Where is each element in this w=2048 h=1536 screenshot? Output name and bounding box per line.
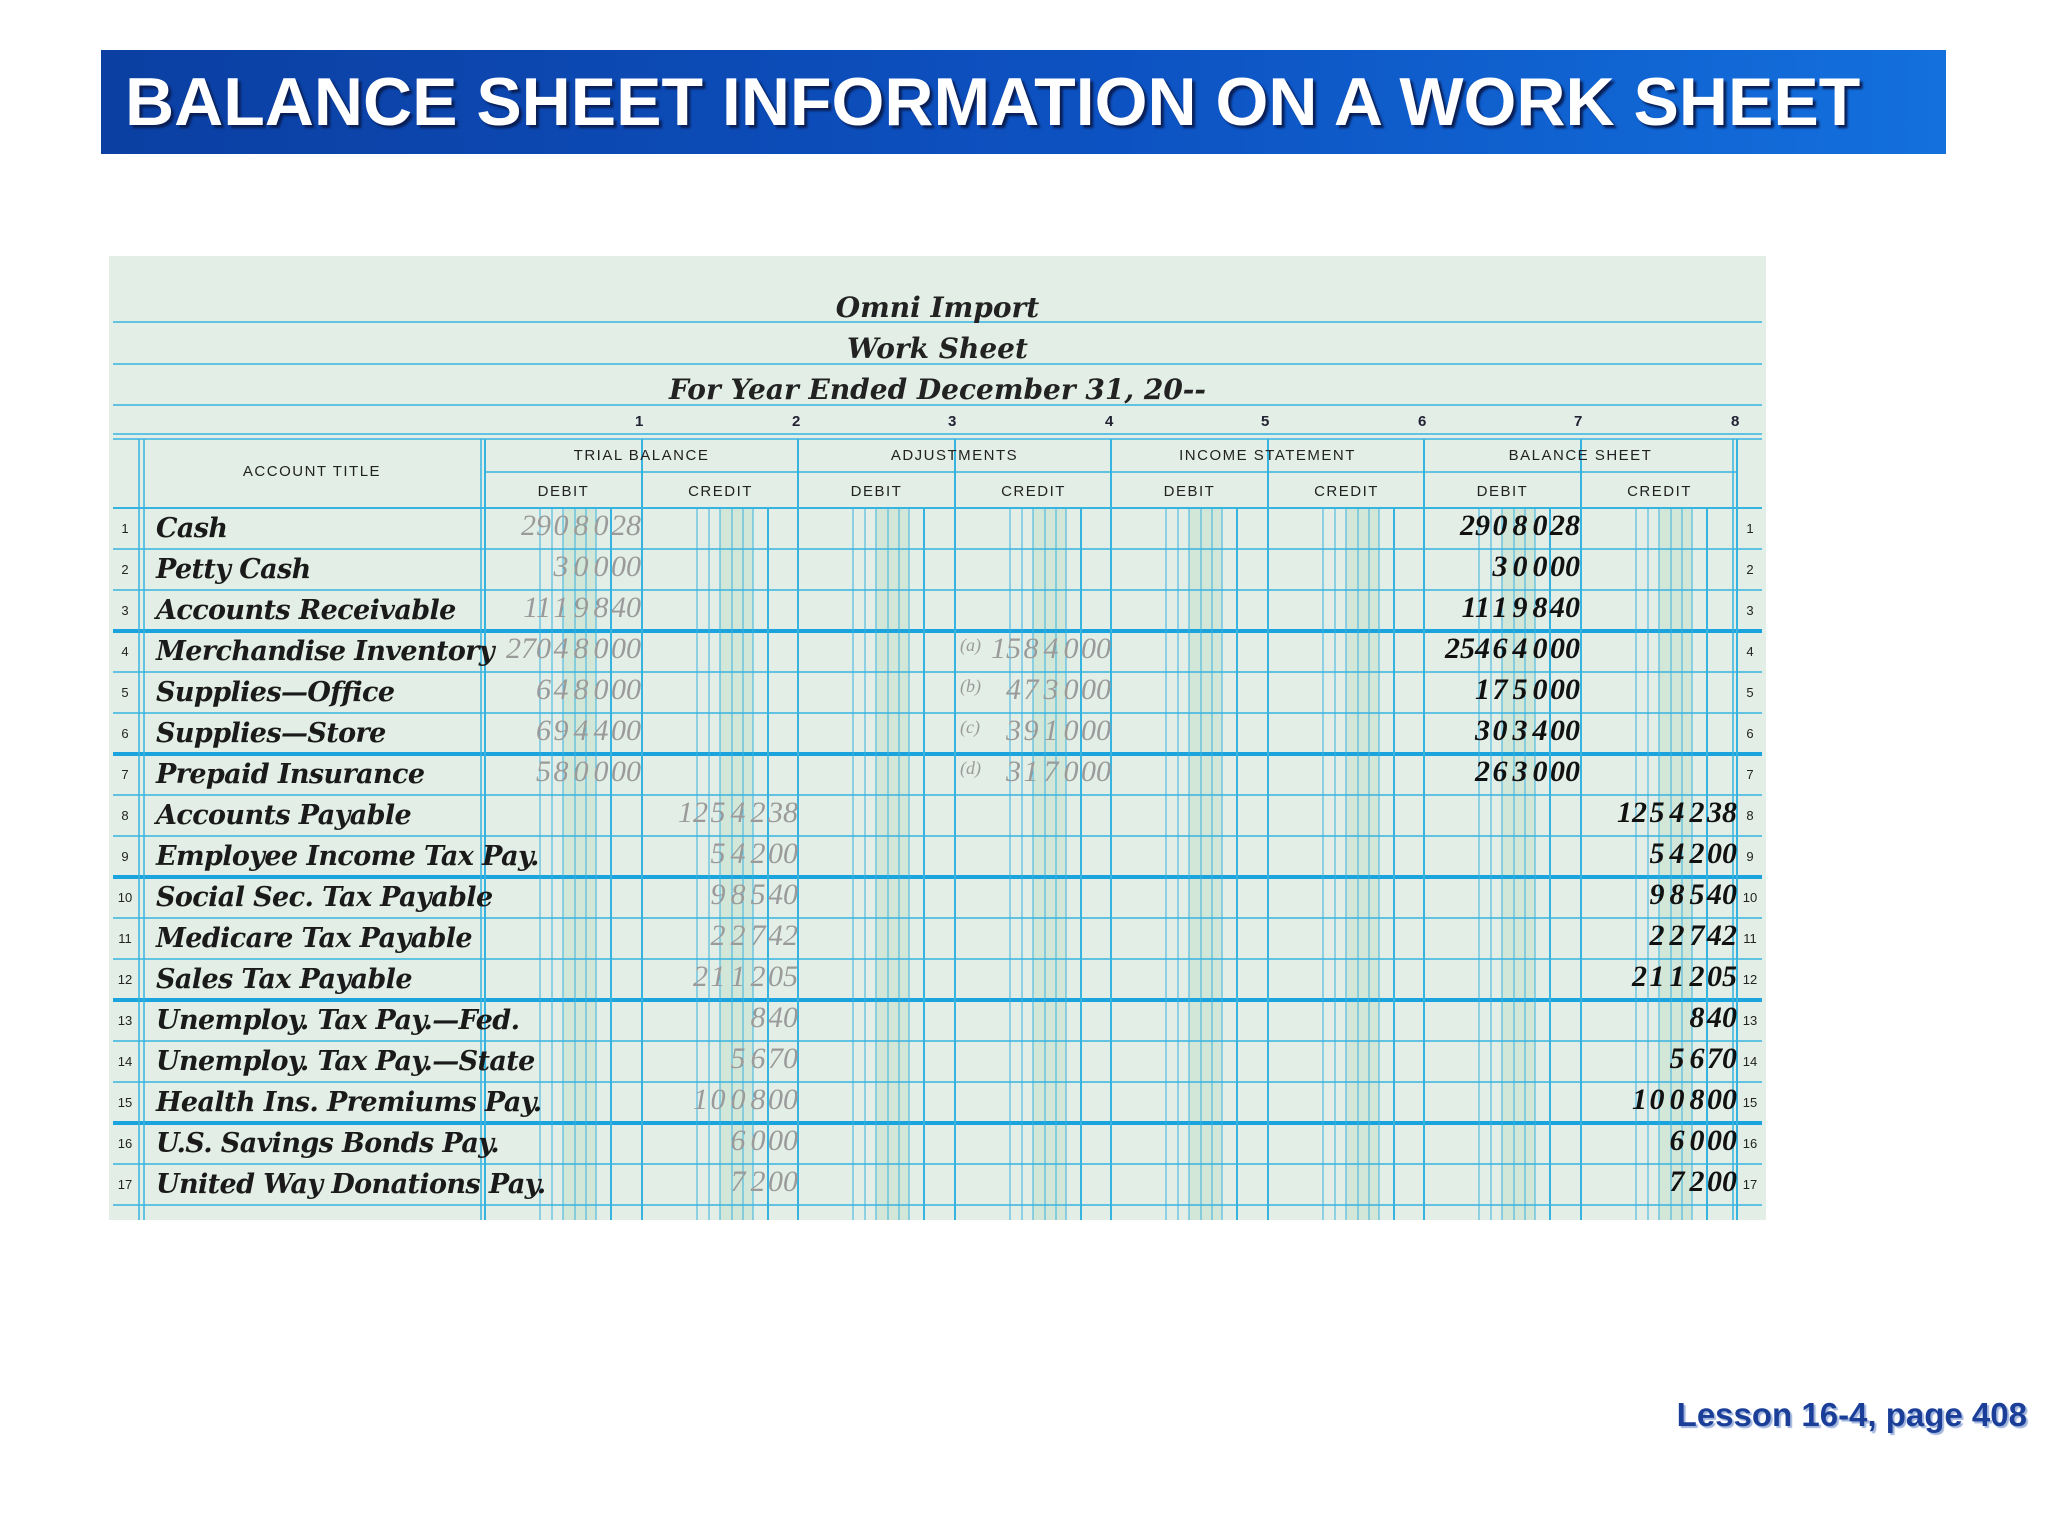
amount-cell bbox=[642, 1003, 798, 1043]
amount-digit: 8 bbox=[1669, 878, 1685, 911]
amount-digit: 9 bbox=[1649, 878, 1665, 911]
amount-digit: 0 bbox=[1063, 714, 1079, 747]
amount-cell bbox=[485, 675, 641, 715]
row-number-right: 6 bbox=[1746, 726, 1754, 741]
amount-digit: 7 bbox=[750, 919, 766, 952]
row-number: 6 bbox=[121, 726, 129, 741]
amount-digit: 4 bbox=[553, 673, 569, 706]
amount-digit: 8 bbox=[1689, 1083, 1705, 1116]
amount-digit: 0 bbox=[1063, 632, 1079, 665]
account-title: Petty Cash bbox=[156, 554, 311, 585]
row-number-right: 15 bbox=[1742, 1095, 1758, 1110]
amount-cell bbox=[642, 962, 798, 1002]
adjustment-label: (a) bbox=[960, 635, 981, 655]
account-title: Unemploy. Tax Pay.—State bbox=[156, 1046, 535, 1077]
amount-digit: 7 bbox=[1669, 1165, 1685, 1198]
amount-cents: 00 bbox=[611, 714, 641, 747]
amount-digit: 6 bbox=[1492, 632, 1508, 665]
row-number: 12 bbox=[117, 972, 133, 987]
amount-cents: 00 bbox=[611, 550, 641, 583]
row-number-right: 14 bbox=[1742, 1054, 1758, 1069]
amount-digit: 1 bbox=[1043, 714, 1059, 747]
amount-digit: 5 bbox=[710, 837, 726, 870]
amount-digit: 0 bbox=[593, 632, 609, 665]
adjustment-label: (b) bbox=[960, 676, 981, 696]
amount-cents: 28 bbox=[611, 509, 641, 542]
debit-column-header: DEBIT bbox=[1476, 483, 1529, 500]
row-number-right: 16 bbox=[1742, 1136, 1758, 1151]
amount-thousands: 254 bbox=[1445, 632, 1490, 665]
account-title: Prepaid Insurance bbox=[156, 759, 425, 790]
amount-digit: 0 bbox=[1492, 714, 1508, 747]
credit-column-header: CREDIT bbox=[1314, 483, 1379, 500]
row-number-right: 11 bbox=[1743, 931, 1757, 946]
debit-column-header: DEBIT bbox=[537, 483, 590, 500]
credit-column-header: CREDIT bbox=[1627, 483, 1692, 500]
row-number-right: 5 bbox=[1746, 685, 1754, 700]
row-number-right: 3 bbox=[1746, 603, 1754, 618]
account-title: Supplies—Office bbox=[156, 677, 395, 708]
amount-cell bbox=[1581, 1044, 1737, 1084]
amount-digit: 1 bbox=[1492, 591, 1508, 624]
amount-cents: 40 bbox=[768, 1001, 798, 1034]
amount-digit: 5 bbox=[730, 1042, 746, 1075]
amount-digit: 4 bbox=[573, 714, 589, 747]
amount-digit: 5 bbox=[1669, 1042, 1685, 1075]
amount-digit: 1 bbox=[1669, 960, 1685, 993]
section-header: INCOME STATEMENT bbox=[1179, 447, 1356, 464]
amount-cell bbox=[485, 757, 641, 797]
row-number-right: 12 bbox=[1742, 972, 1758, 987]
amount-digit: 0 bbox=[593, 509, 609, 542]
amount-digit: 4 bbox=[593, 714, 609, 747]
amount-digit: 7 bbox=[1689, 919, 1705, 952]
amount-digit: 7 bbox=[1043, 755, 1059, 788]
column-number: 3 bbox=[948, 413, 957, 430]
row-number: 2 bbox=[121, 562, 129, 577]
amount-cents: 00 bbox=[1550, 714, 1580, 747]
row-number-right: 2 bbox=[1746, 562, 1754, 577]
amount-cents: 38 bbox=[768, 796, 798, 829]
amount-thousands: 2 bbox=[1475, 755, 1490, 788]
work-sheet bbox=[109, 256, 1766, 1220]
account-title: Accounts Payable bbox=[156, 800, 412, 831]
amount-digit: 3 bbox=[1512, 714, 1528, 747]
column-number: 6 bbox=[1418, 413, 1427, 430]
row-number-right: 17 bbox=[1742, 1177, 1758, 1192]
amount-cell bbox=[642, 1126, 798, 1166]
amount-cell bbox=[1424, 716, 1580, 756]
account-title: Accounts Receivable bbox=[156, 595, 456, 626]
amount-digit: 0 bbox=[1532, 550, 1548, 583]
amount-digit: 0 bbox=[593, 755, 609, 788]
amount-digit: 0 bbox=[573, 755, 589, 788]
amount-thousands: 29 bbox=[521, 509, 551, 542]
amount-thousands: 29 bbox=[1460, 509, 1490, 542]
amount-digit: 2 bbox=[730, 919, 746, 952]
row-number: 13 bbox=[117, 1013, 133, 1028]
amount-digit: 6 bbox=[1689, 1042, 1705, 1075]
amount-digit: 5 bbox=[1689, 878, 1705, 911]
slide-title: BALANCE SHEET INFORMATION ON A WORK SHEET bbox=[125, 64, 1861, 140]
amount-cell bbox=[1424, 757, 1580, 797]
amount-digit: 1 bbox=[710, 960, 726, 993]
amount-cell bbox=[642, 1167, 798, 1207]
amount-cents: 00 bbox=[1550, 632, 1580, 665]
amount-digit: 8 bbox=[730, 878, 746, 911]
worksheet-name: Work Sheet bbox=[847, 332, 1028, 365]
amount-digit: 4 bbox=[553, 632, 569, 665]
column-number: 1 bbox=[635, 413, 644, 430]
digit-group-shading bbox=[876, 508, 909, 1220]
amount-digit: 6 bbox=[750, 1042, 766, 1075]
amount-cell bbox=[642, 839, 798, 879]
amount-digit: 0 bbox=[1063, 673, 1079, 706]
amount-thousands: 2 bbox=[693, 960, 708, 993]
account-title: Supplies—Store bbox=[156, 718, 386, 749]
row-number: 8 bbox=[121, 808, 129, 823]
row-number: 9 bbox=[121, 849, 129, 864]
column-number: 2 bbox=[792, 413, 801, 430]
amount-digit: 3 bbox=[1492, 550, 1508, 583]
amount-digit: 0 bbox=[553, 509, 569, 542]
row-number-right: 9 bbox=[1746, 849, 1754, 864]
amount-digit: 1 bbox=[553, 591, 569, 624]
amount-cents: 40 bbox=[611, 591, 641, 624]
amount-cell bbox=[1581, 839, 1737, 879]
account-title: Unemploy. Tax Pay.—Fed. bbox=[156, 1005, 520, 1036]
section-header: ADJUSTMENTS bbox=[890, 447, 1019, 464]
amount-cents: 38 bbox=[1707, 796, 1737, 829]
amount-digit: 4 bbox=[1669, 837, 1685, 870]
amount-digit: 8 bbox=[593, 591, 609, 624]
amount-digit bbox=[708, 1126, 728, 1166]
account-title: U.S. Savings Bonds Pay. bbox=[156, 1128, 500, 1159]
amount-cents: 00 bbox=[1081, 755, 1111, 788]
amount-digit: 0 bbox=[1532, 673, 1548, 706]
amount-thousands: 4 bbox=[1006, 673, 1021, 706]
amount-cell bbox=[1581, 798, 1737, 838]
digit-group-shading bbox=[1033, 508, 1066, 1220]
amount-cents: 00 bbox=[1081, 673, 1111, 706]
amount-digit: 9 bbox=[553, 714, 569, 747]
amount-thousands: 1 bbox=[1475, 673, 1490, 706]
amount-digit: 4 bbox=[730, 796, 746, 829]
amount-cell bbox=[1581, 1085, 1737, 1125]
amount-digit bbox=[1647, 1003, 1667, 1043]
amount-thousands: 11 bbox=[523, 591, 551, 624]
amount-cell bbox=[485, 511, 641, 551]
amount-cents: 00 bbox=[1707, 1083, 1737, 1116]
amount-digit: 4 bbox=[1512, 632, 1528, 665]
amount-cents: 00 bbox=[611, 632, 641, 665]
amount-cell bbox=[1424, 593, 1580, 633]
section-header: TRIAL BALANCE bbox=[573, 447, 710, 464]
amount-digit bbox=[1647, 1167, 1667, 1207]
amount-digit: 9 bbox=[710, 878, 726, 911]
row-number: 15 bbox=[117, 1095, 133, 1110]
amount-digit: 0 bbox=[1669, 1083, 1685, 1116]
column-number: 4 bbox=[1105, 413, 1114, 430]
amount-thousands: 15 bbox=[991, 632, 1021, 665]
amount-digit: 0 bbox=[573, 550, 589, 583]
amount-digit: 7 bbox=[1492, 673, 1508, 706]
row-number-right: 4 bbox=[1746, 644, 1754, 659]
account-title: Social Sec. Tax Payable bbox=[156, 882, 493, 913]
column-number: 5 bbox=[1261, 413, 1270, 430]
amount-digit: 8 bbox=[573, 673, 589, 706]
amount-digit: 0 bbox=[1532, 509, 1548, 542]
amount-thousands: 11 bbox=[1461, 591, 1490, 624]
amount-digit bbox=[728, 1003, 748, 1043]
amount-cell bbox=[1424, 675, 1580, 715]
account-title: Cash bbox=[156, 513, 228, 544]
account-title: Merchandise Inventory bbox=[156, 636, 494, 667]
amount-thousands: 3 bbox=[1006, 755, 1021, 788]
amount-digit: 5 bbox=[710, 796, 726, 829]
amount-cents: 05 bbox=[1707, 960, 1737, 993]
row-number: 1 bbox=[121, 521, 129, 536]
amount-digit bbox=[708, 1044, 728, 1084]
amount-cell bbox=[1424, 552, 1580, 592]
amount-cents: 70 bbox=[768, 1042, 798, 1075]
amount-cents: 42 bbox=[1707, 919, 1737, 952]
amount-digit: 2 bbox=[1669, 919, 1685, 952]
amount-digit: 2 bbox=[1689, 796, 1705, 829]
amount-digit: 5 bbox=[1649, 796, 1665, 829]
amount-cents: 00 bbox=[1707, 1165, 1737, 1198]
amount-cell bbox=[1581, 1126, 1737, 1166]
account-title: Sales Tax Payable bbox=[156, 964, 412, 995]
account-title: Medicare Tax Payable bbox=[156, 923, 473, 954]
amount-digit: 0 bbox=[593, 673, 609, 706]
amount-digit: 6 bbox=[730, 1124, 746, 1157]
amount-cents: 00 bbox=[611, 673, 641, 706]
amount-digit: 0 bbox=[593, 550, 609, 583]
amount-cents: 40 bbox=[1707, 1001, 1737, 1034]
adjustment-label: (c) bbox=[960, 717, 980, 737]
amount-digit bbox=[708, 1003, 728, 1043]
credit-column-header: CREDIT bbox=[688, 483, 753, 500]
amount-cents: 00 bbox=[768, 1165, 798, 1198]
amount-thousands: 3 bbox=[1006, 714, 1021, 747]
amount-thousands: 2 bbox=[1632, 960, 1647, 993]
amount-digit: 9 bbox=[1512, 591, 1528, 624]
amount-digit: 6 bbox=[1669, 1124, 1685, 1157]
amount-digit bbox=[1647, 1126, 1667, 1166]
amount-cell bbox=[1581, 1167, 1737, 1207]
row-number: 7 bbox=[121, 767, 129, 782]
row-number: 5 bbox=[121, 685, 129, 700]
amount-digit: 5 bbox=[1512, 673, 1528, 706]
amount-cell bbox=[485, 634, 641, 674]
row-number: 16 bbox=[117, 1136, 133, 1151]
amount-digit: 8 bbox=[1532, 591, 1548, 624]
amount-cell bbox=[1581, 1003, 1737, 1043]
row-number: 4 bbox=[121, 644, 129, 659]
amount-thousands: 12 bbox=[678, 796, 708, 829]
account-title: United Way Donations Pay. bbox=[156, 1169, 546, 1200]
amount-digit: 0 bbox=[1492, 509, 1508, 542]
row-number: 14 bbox=[117, 1054, 133, 1069]
amount-cents: 00 bbox=[1550, 550, 1580, 583]
amount-digit: 4 bbox=[1532, 714, 1548, 747]
amount-cell bbox=[1424, 634, 1580, 674]
amount-thousands: 270 bbox=[506, 632, 551, 665]
amount-digit: 6 bbox=[1492, 755, 1508, 788]
amount-digit: 0 bbox=[710, 1083, 726, 1116]
amount-cents: 40 bbox=[1707, 878, 1737, 911]
amount-thousands: 1 bbox=[1632, 1083, 1647, 1116]
amount-digit: 2 bbox=[750, 796, 766, 829]
company-name: Omni Import bbox=[835, 291, 1040, 324]
amount-thousands: 1 bbox=[693, 1083, 708, 1116]
amount-digit: 0 bbox=[1063, 755, 1079, 788]
slide-title-bar bbox=[101, 50, 1946, 154]
amount-digit: 7 bbox=[1023, 673, 1039, 706]
amount-cents: 00 bbox=[1081, 714, 1111, 747]
amount-digit: 9 bbox=[1023, 714, 1039, 747]
row-number-right: 8 bbox=[1746, 808, 1754, 823]
amount-digit bbox=[1647, 1044, 1667, 1084]
amount-thousands: 5 bbox=[536, 755, 551, 788]
amount-digit: 8 bbox=[553, 755, 569, 788]
credit-column-header: CREDIT bbox=[1001, 483, 1066, 500]
row-number-right: 10 bbox=[1742, 890, 1758, 905]
amount-cell bbox=[642, 798, 798, 838]
amount-cents: 40 bbox=[768, 878, 798, 911]
amount-thousands: 12 bbox=[1617, 796, 1647, 829]
amount-cents: 00 bbox=[768, 837, 798, 870]
section-header: BALANCE SHEET bbox=[1508, 447, 1653, 464]
amount-thousands: 6 bbox=[536, 714, 551, 747]
amount-digit: 1 bbox=[730, 960, 746, 993]
amount-digit: 2 bbox=[750, 837, 766, 870]
amount-cell bbox=[485, 593, 641, 633]
amount-digit: 3 bbox=[1512, 755, 1528, 788]
column-number: 7 bbox=[1574, 413, 1583, 430]
amount-cell bbox=[1581, 921, 1737, 961]
account-title-header: ACCOUNT TITLE bbox=[242, 463, 382, 480]
amount-digit: 3 bbox=[553, 550, 569, 583]
amount-cents: 00 bbox=[1550, 673, 1580, 706]
account-title: Employee Income Tax Pay. bbox=[156, 841, 539, 872]
column-number: 8 bbox=[1731, 413, 1740, 430]
amount-digit: 0 bbox=[1532, 755, 1548, 788]
amount-digit: 0 bbox=[1532, 632, 1548, 665]
amount-cents: 42 bbox=[768, 919, 798, 952]
amount-digit: 2 bbox=[1689, 837, 1705, 870]
amount-cents: 40 bbox=[1550, 591, 1580, 624]
amount-digit: 1 bbox=[1649, 960, 1665, 993]
amount-cell bbox=[1581, 880, 1737, 920]
debit-column-header: DEBIT bbox=[1163, 483, 1216, 500]
row-number: 17 bbox=[117, 1177, 133, 1192]
amount-cell bbox=[642, 1085, 798, 1125]
amount-digit: 2 bbox=[750, 960, 766, 993]
amount-cell bbox=[1424, 511, 1580, 551]
digit-group-shading bbox=[1346, 508, 1379, 1220]
amount-cell bbox=[642, 1044, 798, 1084]
amount-digit: 5 bbox=[750, 878, 766, 911]
amount-digit: 8 bbox=[750, 1083, 766, 1116]
adjustment-label: (d) bbox=[960, 758, 981, 778]
row-number: 10 bbox=[117, 890, 133, 905]
amount-digit: 2 bbox=[750, 1165, 766, 1198]
amount-digit: 8 bbox=[1023, 632, 1039, 665]
amount-digit bbox=[708, 1167, 728, 1207]
worksheet-period: For Year Ended December 31, 20-- bbox=[668, 373, 1207, 406]
amount-digit: 2 bbox=[1649, 919, 1665, 952]
amount-cents: 00 bbox=[768, 1083, 798, 1116]
amount-cents: 00 bbox=[611, 755, 641, 788]
row-number: 11 bbox=[118, 931, 132, 946]
row-number-right: 13 bbox=[1742, 1013, 1758, 1028]
amount-cents: 00 bbox=[1081, 632, 1111, 665]
amount-digit: 4 bbox=[1043, 632, 1059, 665]
amount-digit: 8 bbox=[1512, 509, 1528, 542]
amount-cell bbox=[485, 716, 641, 756]
amount-cell bbox=[642, 880, 798, 920]
amount-digit: 4 bbox=[1669, 796, 1685, 829]
amount-thousands: 3 bbox=[1475, 714, 1490, 747]
amount-cents: 00 bbox=[768, 1124, 798, 1157]
amount-digit: 8 bbox=[573, 632, 589, 665]
amount-cell bbox=[642, 921, 798, 961]
amount-cents: 05 bbox=[768, 960, 798, 993]
amount-digit: 1 bbox=[1023, 755, 1039, 788]
amount-digit: 0 bbox=[1512, 550, 1528, 583]
amount-cell bbox=[1581, 962, 1737, 1002]
amount-digit: 8 bbox=[750, 1001, 766, 1034]
digit-group-shading bbox=[1189, 508, 1222, 1220]
amount-digit: 2 bbox=[1689, 1165, 1705, 1198]
amount-digit: 0 bbox=[1689, 1124, 1705, 1157]
amount-thousands: 6 bbox=[536, 673, 551, 706]
amount-digit: 3 bbox=[1043, 673, 1059, 706]
row-number-right: 7 bbox=[1746, 767, 1754, 782]
debit-column-header: DEBIT bbox=[850, 483, 903, 500]
amount-cents: 00 bbox=[1550, 755, 1580, 788]
amount-digit: 0 bbox=[750, 1124, 766, 1157]
amount-cell bbox=[485, 552, 641, 592]
amount-cents: 70 bbox=[1707, 1042, 1737, 1075]
amount-digit: 9 bbox=[573, 591, 589, 624]
amount-digit: 7 bbox=[730, 1165, 746, 1198]
row-number: 3 bbox=[121, 603, 129, 618]
amount-digit: 8 bbox=[573, 509, 589, 542]
amount-digit: 2 bbox=[1689, 960, 1705, 993]
amount-digit: 8 bbox=[1689, 1001, 1705, 1034]
lesson-reference: Lesson 16-4, page 408 bbox=[1676, 1396, 2027, 1433]
amount-digit: 5 bbox=[1649, 837, 1665, 870]
amount-cents: 00 bbox=[1707, 837, 1737, 870]
amount-digit: 0 bbox=[730, 1083, 746, 1116]
amount-cents: 28 bbox=[1550, 509, 1580, 542]
amount-digit: 4 bbox=[730, 837, 746, 870]
amount-cents: 00 bbox=[1707, 1124, 1737, 1157]
amount-digit: 0 bbox=[1649, 1083, 1665, 1116]
amount-digit bbox=[1667, 1003, 1687, 1043]
row-number-right: 1 bbox=[1746, 521, 1754, 536]
amount-digit: 2 bbox=[710, 919, 726, 952]
account-title: Health Ins. Premiums Pay. bbox=[156, 1087, 542, 1118]
